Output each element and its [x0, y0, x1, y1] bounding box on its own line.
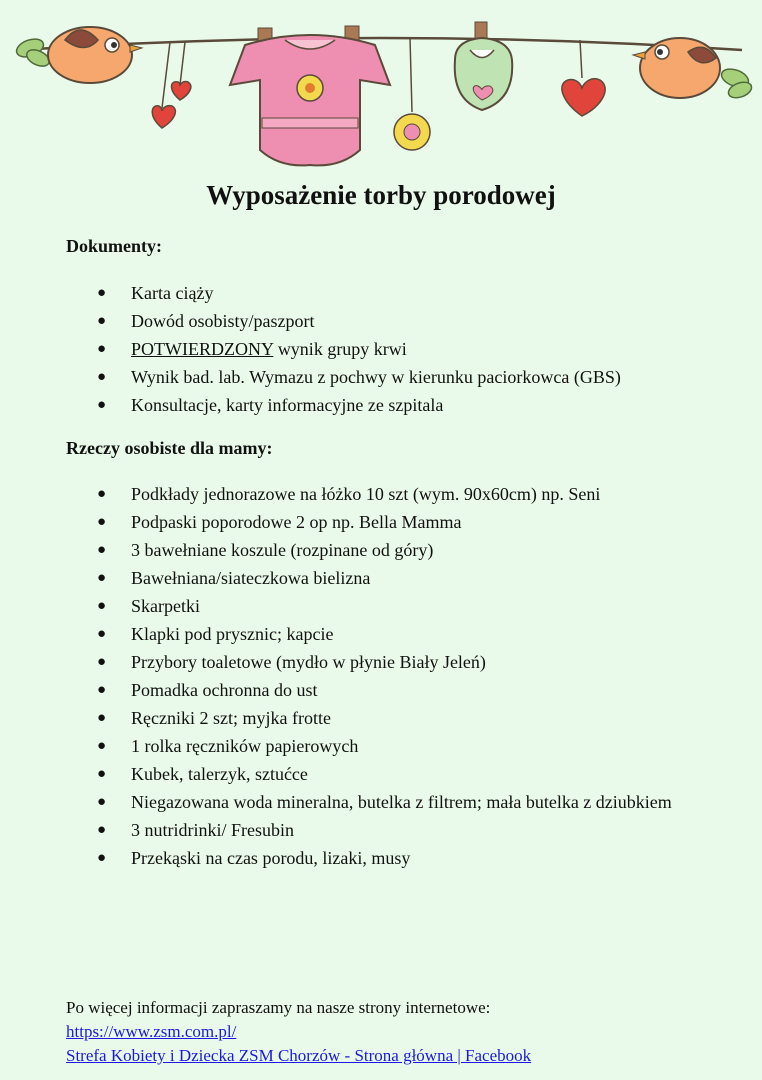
- heart-icon: [562, 79, 605, 116]
- mom-items-list: [66, 480, 698, 872]
- list-item: ● POTWIERDZONY wynik grupy krwi: [66, 335, 698, 363]
- bullet-icon: ●: [97, 738, 107, 754]
- bullet-icon: ●: [97, 710, 107, 726]
- bullet-icon: ●: [97, 285, 107, 301]
- list-item: ● 1 rolka ręczników papierowych: [66, 732, 698, 760]
- baby-clothesline-illustration: [0, 0, 762, 170]
- confirmed-emphasis: POTWIERDZONY: [131, 339, 274, 359]
- bullet-icon: ●: [97, 397, 107, 413]
- bullet-icon: ●: [97, 626, 107, 642]
- documents-heading: Dokumenty:: [66, 236, 163, 256]
- bird-left-icon: [48, 27, 142, 83]
- list-item: ● Przybory toaletowe (mydło w płynie Biały Jeleń): [66, 648, 698, 676]
- footer: [66, 996, 531, 1068]
- list-item: ● Skarpetki: [66, 592, 698, 620]
- bib-icon: [455, 22, 513, 110]
- website-link[interactable]: https://www.zsm.com.pl/: [66, 1022, 237, 1041]
- list-item: ● Niegazowana woda mineralna, butelka z filtrem; mała butelka z dziubkiem: [66, 788, 698, 816]
- bullet-icon: ●: [97, 313, 107, 329]
- list-item: ● Bawełniana/siateczkowa bielizna: [66, 564, 698, 592]
- list-item: ● Karta ciąży: [66, 279, 698, 307]
- bullet-icon: ●: [97, 486, 107, 502]
- leaf-left-icon: [14, 36, 52, 70]
- list-item: ● Podkłady jednorazowe na łóżko 10 szt (wym. 90x60cm) np. Seni: [66, 480, 698, 508]
- facebook-link[interactable]: Strefa Kobiety i Dziecka ZSM Chorzów - Strona główna | Facebook: [66, 1046, 532, 1065]
- bird-right-icon: [633, 38, 720, 98]
- bullet-icon: ●: [97, 570, 107, 586]
- pink-bodysuit-icon: [230, 26, 390, 165]
- flower-icon: [394, 114, 430, 150]
- list-item: ● Dowód osobisty/paszport: [66, 307, 698, 335]
- list-item: ● Ręczniki 2 szt; myjka frotte: [66, 704, 698, 732]
- leaf-right-icon: [719, 66, 754, 101]
- mom-items-heading: Rzeczy osobiste dla mamy:: [66, 438, 273, 458]
- bullet-icon: ●: [97, 794, 107, 810]
- list-item: ● Przekąski na czas porodu, lizaki, musy: [66, 844, 698, 872]
- documents-list: [66, 279, 698, 419]
- bullet-icon: ●: [97, 766, 107, 782]
- bullet-icon: ●: [97, 542, 107, 558]
- bullet-icon: ●: [97, 850, 107, 866]
- bullet-icon: ●: [97, 682, 107, 698]
- footer-text: Po więcej informacji zapraszamy na nasze strony internetowe:: [66, 998, 491, 1017]
- bullet-icon: ●: [97, 369, 107, 385]
- list-item: ● Podpaski poporodowe 2 op np. Bella Mamma: [66, 508, 698, 536]
- bullet-icon: ●: [97, 341, 107, 357]
- list-item: ● 3 bawełniane koszule (rozpinane od góry): [66, 536, 698, 564]
- list-item: ● Pomadka ochronna do ust: [66, 676, 698, 704]
- bullet-icon: ●: [97, 654, 107, 670]
- page-title: Wyposażenie torby porodowej: [206, 180, 556, 210]
- list-item: ● Kubek, talerzyk, sztućce: [66, 760, 698, 788]
- list-item: ● 3 nutridrinki/ Fresubin: [66, 816, 698, 844]
- bullet-icon: ●: [97, 822, 107, 838]
- heart-icon: [172, 82, 191, 100]
- list-item: ● Klapki pod prysznic; kapcie: [66, 620, 698, 648]
- bullet-icon: ●: [97, 514, 107, 530]
- bullet-icon: ●: [97, 598, 107, 614]
- list-item: ● Konsultacje, karty informacyjne ze szpitala: [66, 391, 698, 419]
- list-item: ● Wynik bad. lab. Wymazu z pochwy w kierunku paciorkowca (GBS): [66, 363, 698, 391]
- heart-icon: [152, 106, 175, 128]
